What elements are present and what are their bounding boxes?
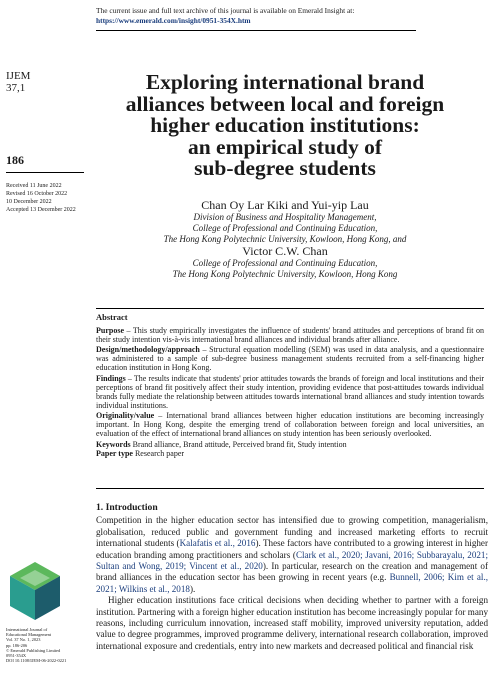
abstract-bottom-rule [96, 488, 484, 489]
keywords-label: Keywords [96, 440, 131, 450]
abstract [96, 313, 484, 458]
body-paragraph: Higher education institutions face critical decisions when deciding whether to partner with a foreign institution. Partnering with a foreign higher education institution has become increasingly popular for many reasons, including curriculum innovation, increased staff mobility, improved university reputation, added value to degree programmes, improved programme delivery, international research collaboration, improved international exposure and credentials, entry into new markets and decreased political and financial risk [96, 595, 488, 651]
journal-info-line: © Emerald Publishing Limited [6, 647, 61, 653]
access-notice-text: The current issue and full text archive of this journal is available on Emerald Insight at: [96, 6, 355, 15]
keywords [96, 440, 484, 449]
paper-type-text: Research paper [134, 449, 185, 459]
journal-info-line: International Journal of [6, 627, 48, 632]
section-heading: 1. Introduction [96, 502, 158, 513]
section-label: Purpose [96, 326, 124, 336]
author-block [96, 199, 474, 280]
citation-link[interactable]: Clark et al., 2020; Javani, 2016; Subbarayalu, 2021; Sultan and Wong, 2019; Vincent et al., 2020 [96, 549, 488, 572]
citation-link[interactable]: Bunnell, 2006; Kim et al., 2021; Wilkins et al., 2018 [96, 572, 488, 594]
author-names: Victor C.W. Chan [242, 244, 328, 258]
author-names: Chan Oy Lar Kiki and Yui-yip Lau [201, 198, 369, 212]
text-run: ). In particular, research on the creation and management of brand alliances in the education sector has been growing in recent years (e.g. [96, 561, 488, 583]
body-paragraph [96, 515, 488, 595]
journal-url-link[interactable]: https://www.emerald.com/insight/0951-354X.htm [96, 16, 251, 25]
section-label: Findings [96, 373, 126, 383]
title-line: Exploring international brand [145, 70, 425, 94]
journal-info-doi[interactable]: DOI 10.1108/IJEM-06-2022-0221 [6, 658, 67, 664]
page-number: 186 [6, 153, 24, 167]
date-received: Received 11 June 2022 [6, 183, 62, 189]
section-text: – This study empirically investigates the influence of students' brand attitudes and perceptions of brand fit on their study intention vis-à-vis international brand alliances and individual brands after alliance. [96, 326, 484, 345]
section-text: – The results indicate that students' prior attitudes towards the brands of foreign and local institutions and their perceptions of brand fit positively affect their study intention, providing evidence that post-attitudes towards individual brands fully mediate the relationship between attitudes towards international brand alliances and study intention towards individual institutions. [96, 373, 484, 410]
date-revised: Revised 16 October 2022 [6, 191, 68, 197]
submission-dates [6, 182, 76, 214]
abstract-top-rule [96, 308, 484, 309]
paper-type-label: Paper type [96, 449, 133, 459]
journal-info-line: Educational Management [6, 632, 51, 638]
title-line: an empirical study of [187, 134, 383, 159]
title-line: higher education institutions: [150, 113, 420, 137]
keywords-text: Brand alliance, Brand attitude, Perceived brand fit, Study intention [132, 440, 347, 450]
abstract-heading: Abstract [96, 312, 128, 322]
abstract-originality [96, 411, 484, 438]
paper-type [96, 449, 484, 458]
journal-abbrev: IJEM [6, 70, 31, 82]
body-text [96, 502, 488, 652]
date-accepted: Accepted 13 December 2022 [6, 207, 76, 213]
abstract-design [96, 345, 484, 372]
journal-info-line: Vol. 37 No. 1, 2023 [6, 637, 41, 643]
section-label: Design/methodology/approach [96, 345, 200, 355]
date-revised-2: 10 December 2022 [6, 199, 52, 205]
affiliation-line: College of Professional and Continuing Education, [192, 223, 378, 233]
text-run: ). [189, 583, 196, 594]
section-label: Originality/value [96, 410, 155, 420]
text-run: Competition in the higher education sector has intensified due to growing competition, managerialism, globalisation, reduced public and government funding and increased marketing efforts to recruit international students ( [96, 515, 488, 549]
journal-info [6, 627, 90, 663]
citation-link[interactable]: Kalafatis et al., 2016 [179, 538, 256, 549]
dates-divider [6, 172, 84, 173]
affiliation-line: Division of Business and Hospitality Management, [193, 212, 377, 222]
journal-info-line: pp. 186-206 [6, 642, 28, 648]
journal-info-line: 0951-354X [6, 653, 27, 659]
affiliation-line: College of Professional and Continuing Education, [192, 258, 378, 268]
access-notice [96, 6, 416, 31]
affiliation-line: The Hong Kong Polytechnic University, Kowloon, Hong Kong, and [163, 234, 407, 244]
text-run: ). These factors have contributed to a growing interest in higher education branding among practitioners and scholars ( [96, 538, 488, 560]
section-text: – Structural equation modelling (SEM) was used in data analysis, and a questionnaire was administered to a sample of sub-degree business management students recruited from a self-financing higher education institution in Hong Kong. [96, 345, 484, 373]
journal-code [6, 70, 30, 94]
paper-title [96, 72, 474, 180]
title-line: alliances between local and foreign [125, 91, 445, 116]
title-line: sub-degree students [194, 156, 376, 180]
emerald-logo-icon [6, 560, 64, 627]
section-text: – International brand alliances between higher education institutions are becoming increasingly important. In Hong Kong, despite the emerging trend of collaboration between foreign and local universities, an evaluation of the effect of international brand alliances on study intention has been seriously overlooked. [96, 410, 484, 439]
abstract-purpose [96, 326, 484, 344]
affiliation-line: The Hong Kong Polytechnic University, Kowloon, Hong Kong [172, 269, 398, 279]
journal-volume-issue: 37,1 [6, 82, 26, 94]
abstract-findings [96, 374, 484, 410]
